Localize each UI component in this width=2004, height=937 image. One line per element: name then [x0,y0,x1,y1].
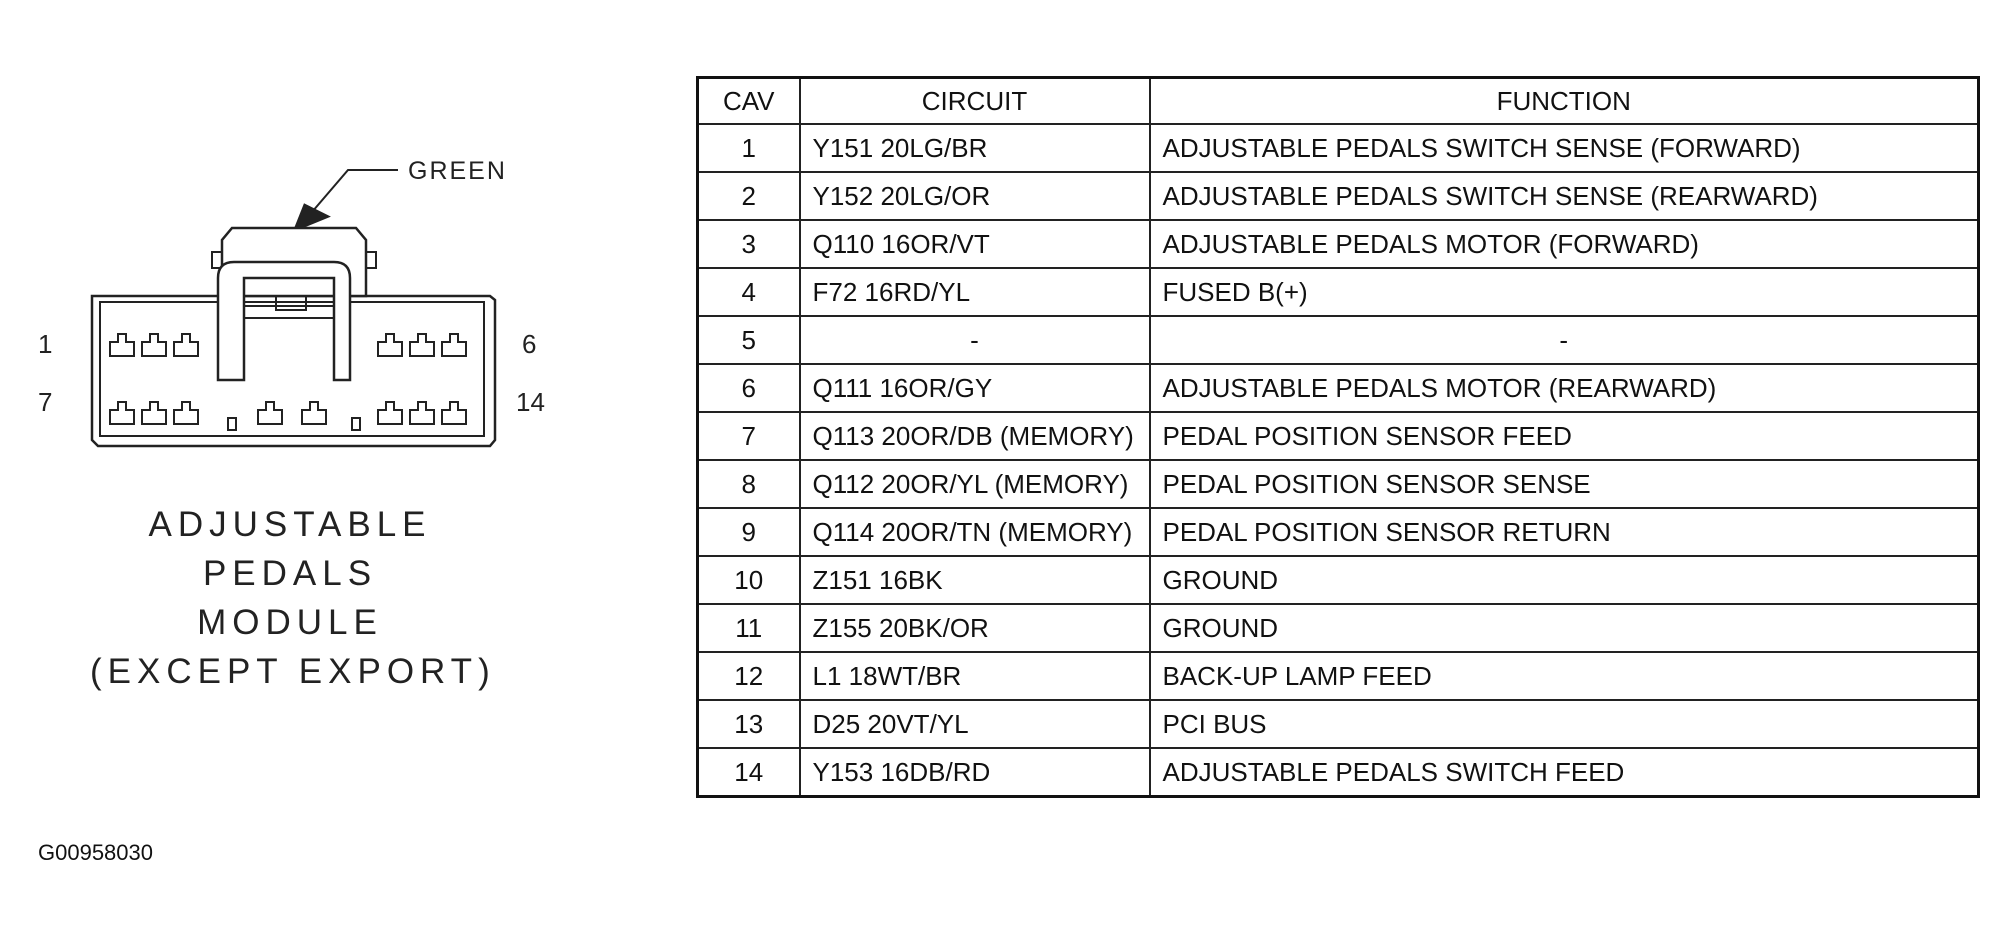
module-title-line: PEDALS [202,554,378,593]
cav-cell: 14 [698,748,800,797]
function-cell: FUSED B(+) [1150,268,1979,316]
function-cell: ADJUSTABLE PEDALS SWITCH FEED [1150,748,1979,797]
function-cell: BACK-UP LAMP FEED [1150,652,1979,700]
module-title [90,500,496,696]
function-cell: PCI BUS [1150,700,1979,748]
circuit-cell: L1 18WT/BR [800,652,1150,700]
pin-label-1: 1 [38,329,53,359]
function-cell: ADJUSTABLE PEDALS MOTOR (REARWARD) [1150,364,1979,412]
table-row [698,316,1979,364]
color-callout-label: GREEN [408,157,507,185]
cav-cell: 5 [698,316,800,364]
table-header-row [698,78,1979,125]
cav-cell: 8 [698,460,800,508]
table-row [698,508,1979,556]
table-row [698,124,1979,172]
circuit-cell: Q112 20OR/YL (MEMORY) [800,460,1150,508]
circuit-cell: Y153 16DB/RD [800,748,1150,797]
table-row [698,652,1979,700]
cav-cell: 3 [698,220,800,268]
table-row [698,268,1979,316]
column-header-function: FUNCTION [1150,78,1979,125]
circuit-cell: Q111 16OR/GY [800,364,1150,412]
function-cell: ADJUSTABLE PEDALS SWITCH SENSE (FORWARD) [1150,124,1979,172]
function-cell: PEDAL POSITION SENSOR SENSE [1150,460,1979,508]
column-header-circuit: CIRCUIT [800,78,1150,125]
cav-cell: 9 [698,508,800,556]
function-cell: ADJUSTABLE PEDALS SWITCH SENSE (REARWARD) [1150,172,1979,220]
circuit-cell: Q110 16OR/VT [800,220,1150,268]
function-cell: GROUND [1150,556,1979,604]
function-cell: ADJUSTABLE PEDALS MOTOR (FORWARD) [1150,220,1979,268]
figure-id: G00958030 [38,840,153,865]
table-row [698,364,1979,412]
circuit-cell: D25 20VT/YL [800,700,1150,748]
column-header-cav: CAV [698,78,800,125]
function-cell: - [1150,316,1979,364]
cav-cell: 1 [698,124,800,172]
table-row [698,748,1979,797]
pin-label-14: 14 [516,387,545,417]
table-row [698,604,1979,652]
table-row [698,172,1979,220]
cav-cell: 7 [698,412,800,460]
table-row [698,556,1979,604]
circuit-cell: Q113 20OR/DB (MEMORY) [800,412,1150,460]
cav-cell: 2 [698,172,800,220]
circuit-cell: F72 16RD/YL [800,268,1150,316]
table-row [698,700,1979,748]
pin-label-6: 6 [522,329,537,359]
table-row [698,460,1979,508]
circuit-cell: Y152 20LG/OR [800,172,1150,220]
left-side-tab [212,252,222,268]
connector-face-diagram [0,0,640,937]
circuit-cell: Y151 20LG/BR [800,124,1150,172]
table-row [698,220,1979,268]
function-cell: PEDAL POSITION SENSOR FEED [1150,412,1979,460]
function-cell: GROUND [1150,604,1979,652]
circuit-cell: - [800,316,1150,364]
module-title-line: MODULE [197,603,383,642]
cav-cell: 10 [698,556,800,604]
module-title-line: ADJUSTABLE [148,505,432,544]
function-cell: PEDAL POSITION SENSOR RETURN [1150,508,1979,556]
table-row [698,412,1979,460]
module-title-line: (EXCEPT EXPORT) [90,652,496,691]
right-side-tab [366,252,376,268]
circuit-cell: Z155 20BK/OR [800,604,1150,652]
circuit-cell: Z151 16BK [800,556,1150,604]
cav-cell: 4 [698,268,800,316]
pin-label-7: 7 [38,387,53,417]
cav-cell: 11 [698,604,800,652]
cav-cell: 12 [698,652,800,700]
circuit-cell: Q114 20OR/TN (MEMORY) [800,508,1150,556]
pinout-table [696,76,1980,798]
cav-cell: 13 [698,700,800,748]
cav-cell: 6 [698,364,800,412]
